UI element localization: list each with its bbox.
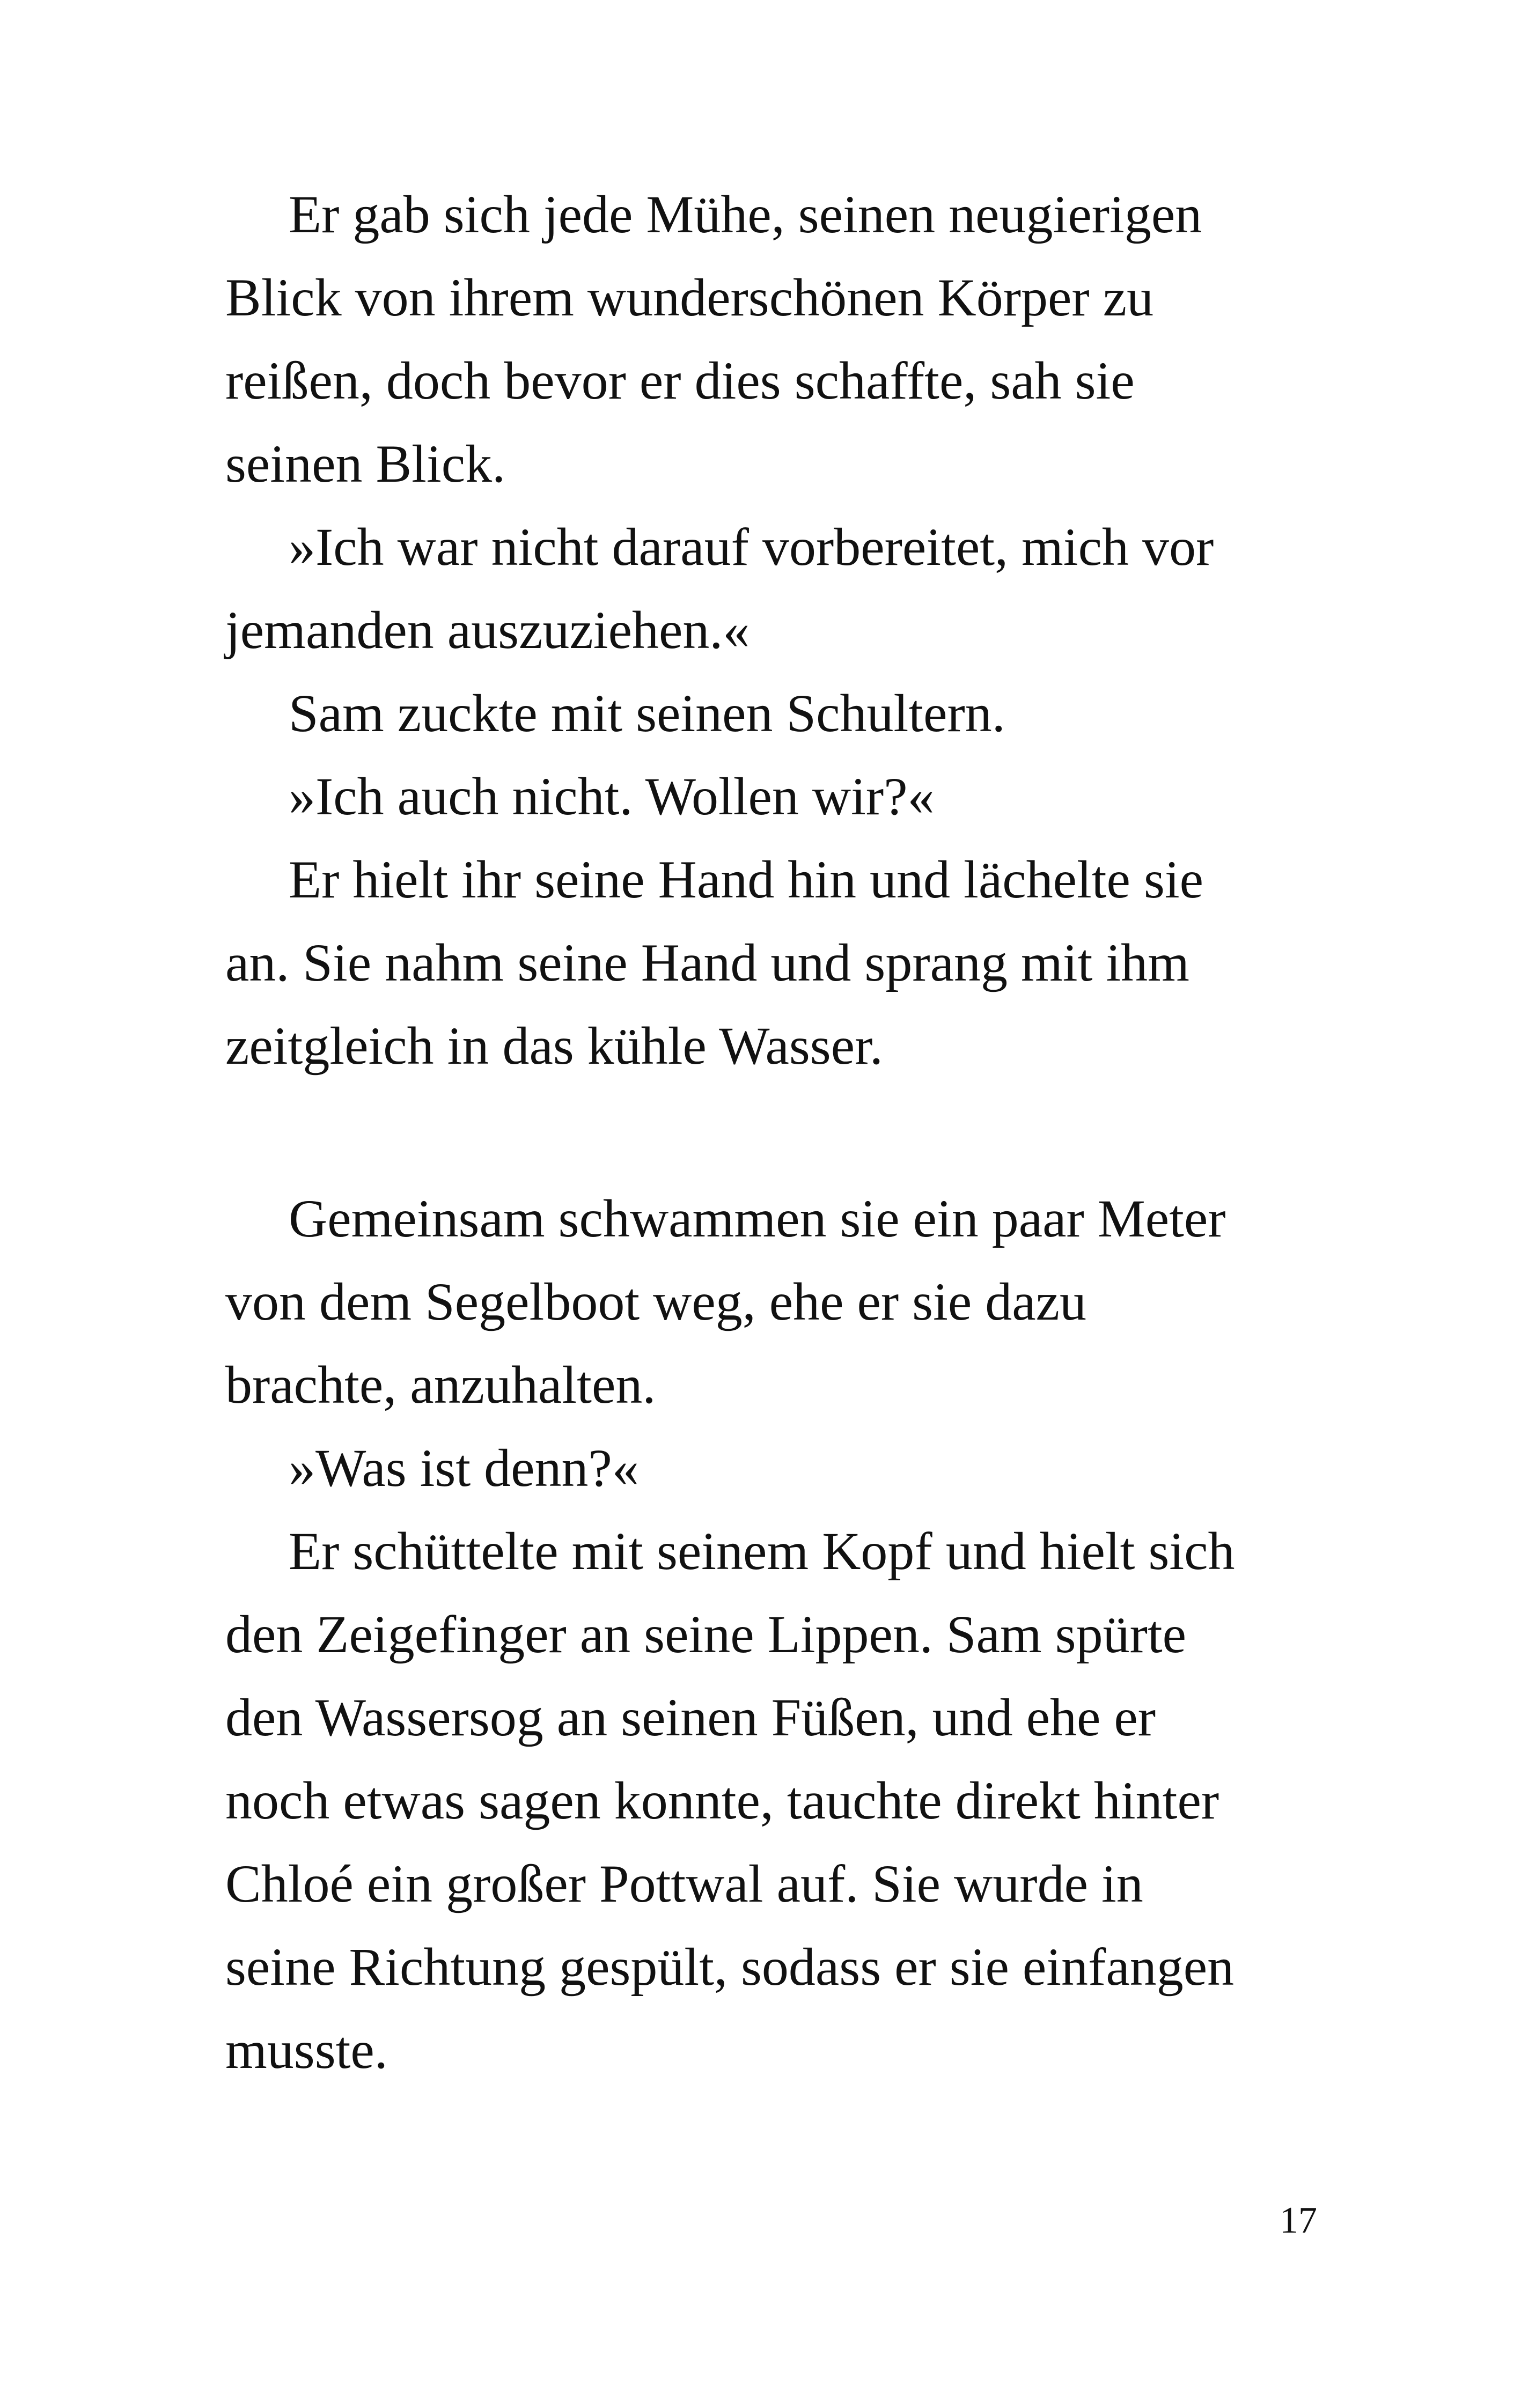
text-line: den Zeigefinger an seine Lippen. Sam spürte bbox=[225, 1604, 1187, 1664]
text-line: »Was ist denn?« bbox=[289, 1438, 639, 1498]
text-line: von dem Segelboot weg, ehe er sie dazu bbox=[225, 1272, 1087, 1331]
page-number: 17 bbox=[1280, 2200, 1317, 2241]
text-line: Sam zuckte mit seinen Schultern. bbox=[289, 683, 1005, 743]
text-line: seinen Blick. bbox=[225, 434, 506, 494]
paragraph bbox=[225, 505, 1320, 672]
paragraph bbox=[225, 755, 1320, 838]
text-line: »Ich war nicht darauf vorbereitet, mich vor bbox=[289, 517, 1214, 577]
paragraph bbox=[225, 173, 1320, 505]
paragraph bbox=[225, 1177, 1320, 1426]
text-line: Er schüttelte mit seinem Kopf und hielt sich bbox=[289, 1521, 1235, 1581]
paragraph bbox=[225, 1509, 1320, 2092]
text-line: den Wassersog an seinen Füßen, und ehe er bbox=[225, 1688, 1156, 1747]
text-section-2 bbox=[225, 1177, 1320, 2092]
text-line: reißen, doch bevor er dies schaffte, sah sie bbox=[225, 351, 1135, 410]
text-line: an. Sie nahm seine Hand und sprang mit ihm bbox=[225, 933, 1189, 992]
text-line: seine Richtung gespült, sodass er sie einfangen bbox=[225, 1937, 1235, 1997]
text-line: Er hielt ihr seine Hand hin und lächelte sie bbox=[289, 850, 1204, 909]
text-line: musste. bbox=[225, 2020, 388, 2080]
text-section-1 bbox=[225, 173, 1320, 1087]
text-line: jemanden auszuziehen.« bbox=[225, 600, 750, 660]
text-line: noch etwas sagen konnte, tauchte direkt hinter bbox=[225, 1771, 1219, 1830]
text-line: Chloé ein großer Pottwal auf. Sie wurde in bbox=[225, 1854, 1143, 1913]
text-line: Blick von ihrem wunderschönen Körper zu bbox=[225, 268, 1154, 327]
text-line: »Ich auch nicht. Wollen wir?« bbox=[289, 767, 935, 826]
paragraph bbox=[225, 838, 1320, 1087]
text-line: zeitgleich in das kühle Wasser. bbox=[225, 1016, 883, 1076]
text-line: Gemeinsam schwammen sie ein paar Meter bbox=[289, 1189, 1226, 1248]
paragraph bbox=[225, 672, 1320, 755]
text-line: Er gab sich jede Mühe, seinen neugierigen bbox=[289, 185, 1202, 244]
paragraph bbox=[225, 1426, 1320, 1509]
text-line: brachte, anzuhalten. bbox=[225, 1355, 656, 1415]
